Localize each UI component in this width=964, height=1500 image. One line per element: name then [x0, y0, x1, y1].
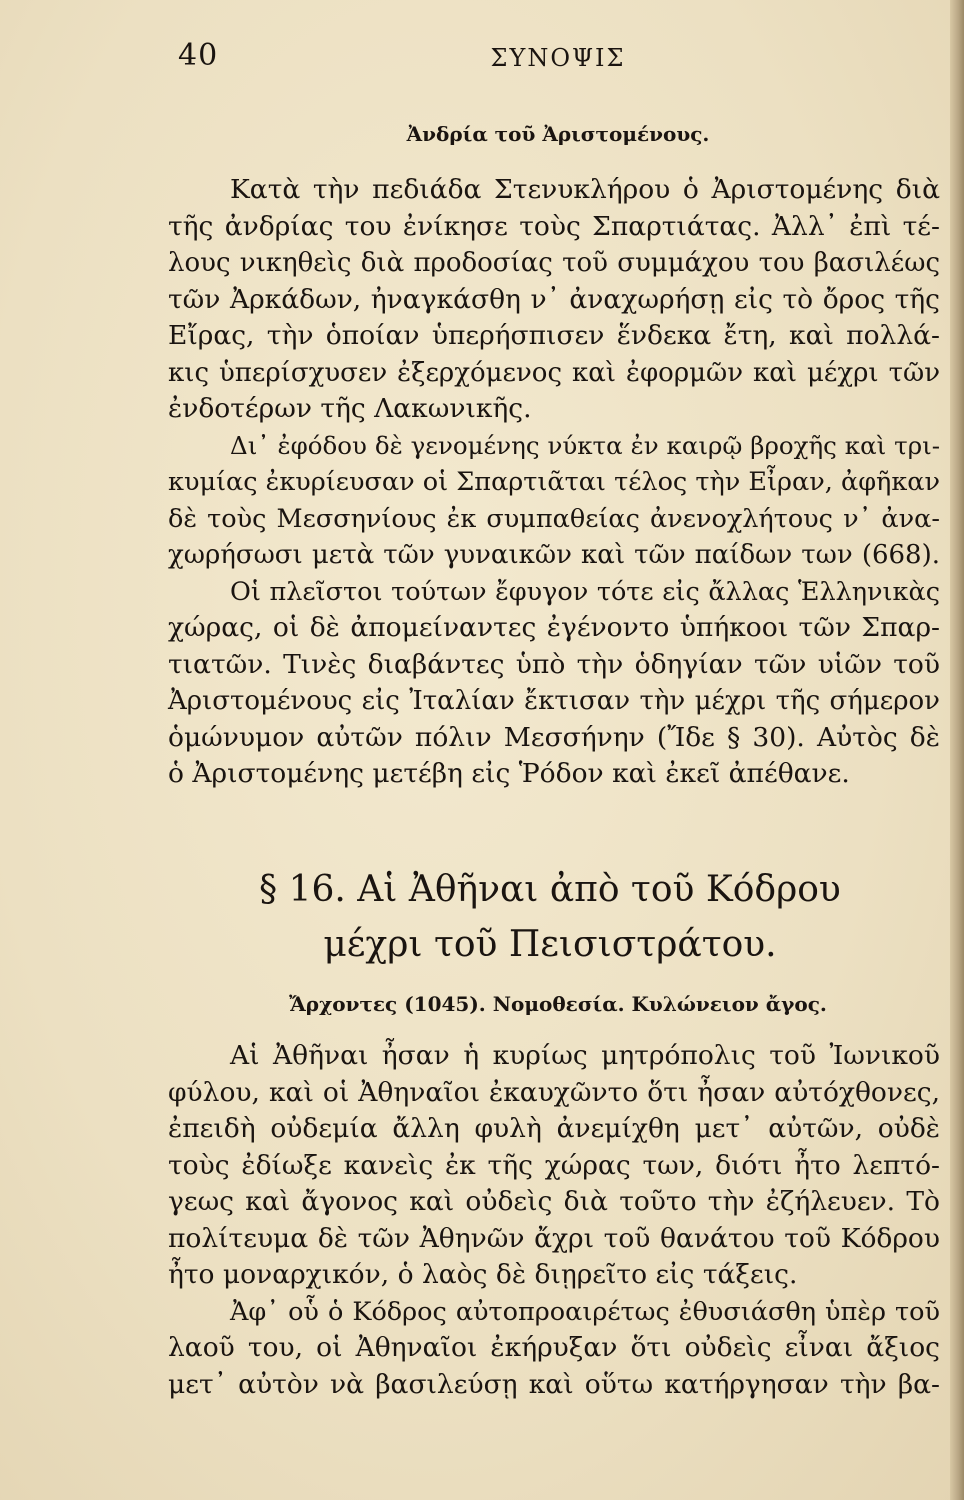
- paragraph-block-1: [168, 172, 940, 793]
- text-line: φύλου, καὶ οἱ Ἀθηναῖοι ἐκαυχῶντο ὅτι ἦσαν αὐτόχθονες,: [168, 1076, 940, 1108]
- section-heading: [160, 862, 940, 972]
- text-line: κις ὑπερίσχυσεν ἐξερχόμενος καὶ ἐφορμῶν καὶ μέχρι τῶν: [168, 357, 940, 388]
- text-line: Εἴρας, τὴν ὁποίαν ὑπερήσπισεν ἕνδεκα ἔτη, καὶ πολλά-: [168, 320, 940, 351]
- page-edge: [950, 0, 964, 1500]
- section-subheading-aristomenes: Ἀνδρία τοῦ Ἀριστομένους.: [406, 122, 710, 146]
- text-line: τῶν Ἀρκάδων, ἠναγκάσθη ν᾽ ἀναχωρήσῃ εἰς τὸ ὄρος τῆς: [168, 283, 940, 315]
- section-heading-line-1: § 16. Αἱ Ἀθῆναι ἀπὸ τοῦ Κόδρου: [259, 869, 841, 910]
- text-line: χωρήσωσι μετὰ τῶν γυναικῶν καὶ τῶν παίδων των (668).: [168, 540, 940, 570]
- text-line: κυμίας ἐκυρίευσαν οἱ Σπαρτιᾶται τέλος τὴν Εἶραν, ἀφῆκαν: [168, 467, 940, 497]
- text-line: ὁ Ἀριστομένης μετέβη εἰς Ῥόδον καὶ ἐκεῖ ἀπέθανε.: [168, 758, 850, 789]
- text-line: πολίτευμα δὲ τῶν Ἀθηνῶν ἄχρι τοῦ θανάτου τοῦ Κόδρου: [168, 1222, 940, 1254]
- text-line: λους νικηθεὶς διὰ προδοσίας τοῦ συμμάχου του βασιλέως: [168, 248, 940, 278]
- text-line: Ἀριστομένους εἰς Ἰταλίαν ἔκτισαν τὴν μέχρι τῆς σήμερον: [168, 686, 940, 716]
- paragraph-block-2: [168, 1038, 940, 1403]
- page-number: 40: [178, 38, 219, 73]
- text-line: Οἱ πλεῖστοι τούτων ἔφυγον τότε εἰς ἄλλας Ἑλληνικὰς: [230, 576, 940, 607]
- text-line: λαοῦ του, οἱ Ἀθηναῖοι ἐκήρυξαν ὅτι οὐδεὶς εἶναι ἄξιος: [168, 1332, 940, 1363]
- text-line: δὲ τοὺς Μεσσηνίους ἐκ συμπαθείας ἀνενοχλήτους ν᾽ ἀνα-: [168, 503, 940, 534]
- text-line: ἐπειδὴ οὐδεμία ἄλλη φυλὴ ἀνεμίχθη μετ᾽ αὐτῶν, οὐδὲ: [168, 1113, 940, 1144]
- page-header: [178, 38, 938, 88]
- text-line: ἐνδοτέρων τῆς Λακωνικῆς.: [168, 393, 532, 424]
- text-line: τιατῶν. Τινὲς διαβάντες ὑπὸ τὴν ὁδηγίαν τῶν υἱῶν τοῦ: [168, 648, 940, 680]
- text-line: Κατὰ τὴν πεδιάδα Στενυκλήρου ὁ Ἀριστομένης διὰ: [230, 174, 940, 205]
- section-heading-line-2: μέχρι τοῦ Πεισιστράτου.: [323, 924, 777, 965]
- text-line: Δι᾽ ἐφόδου δὲ γενομένης νύκτα ἐν καιρῷ βροχῆς καὶ τρι-: [230, 430, 940, 460]
- text-line: χώρας, οἱ δὲ ἀπομείναντες ἐγένοντο ὑπήκοοι τῶν Σπαρ-: [168, 612, 940, 643]
- section-subheading-archons: Ἄρχοντες (1045). Νομοθεσία. Κυλώνειον ἄγος.: [289, 992, 827, 1016]
- text-line: τῆς ἀνδρίας του ἐνίκησε τοὺς Σπαρτιάτας. Ἀλλ᾽ ἐπὶ τέ-: [168, 210, 940, 242]
- text-line: τοὺς ἐδίωξε κανεὶς ἐκ τῆς χώρας των, διότι ἦτο λεπτό-: [168, 1149, 940, 1181]
- text-line: Αἱ Ἀθῆναι ἦσαν ἡ κυρίως μητρόπολις τοῦ Ἰωνικοῦ: [230, 1040, 940, 1071]
- text-line: ὁμώνυμον αὐτῶν πόλιν Μεσσήνην (Ἴδε § 30). Αὐτὸς δὲ: [168, 721, 940, 753]
- text-line: γεως καὶ ἄγονος καὶ οὐδεὶς διὰ τοῦτο τὴν ἐζήλευεν. Τὸ: [168, 1186, 940, 1217]
- text-line: Ἀφ᾽ οὗ ὁ Κόδρος αὐτοπροαιρέτως ἐθυσιάσθη ὑπὲρ τοῦ: [230, 1296, 940, 1327]
- text-line: ἦτο μοναρχικόν, ὁ λαὸς δὲ διῃρεῖτο εἰς τάξεις.: [168, 1259, 798, 1290]
- running-title: ΣΥΝΟΨΙΣ: [490, 44, 626, 72]
- text-line: μετ᾽ αὐτὸν νὰ βασιλεύσῃ καὶ οὕτω κατήργησαν τὴν βα-: [168, 1368, 940, 1400]
